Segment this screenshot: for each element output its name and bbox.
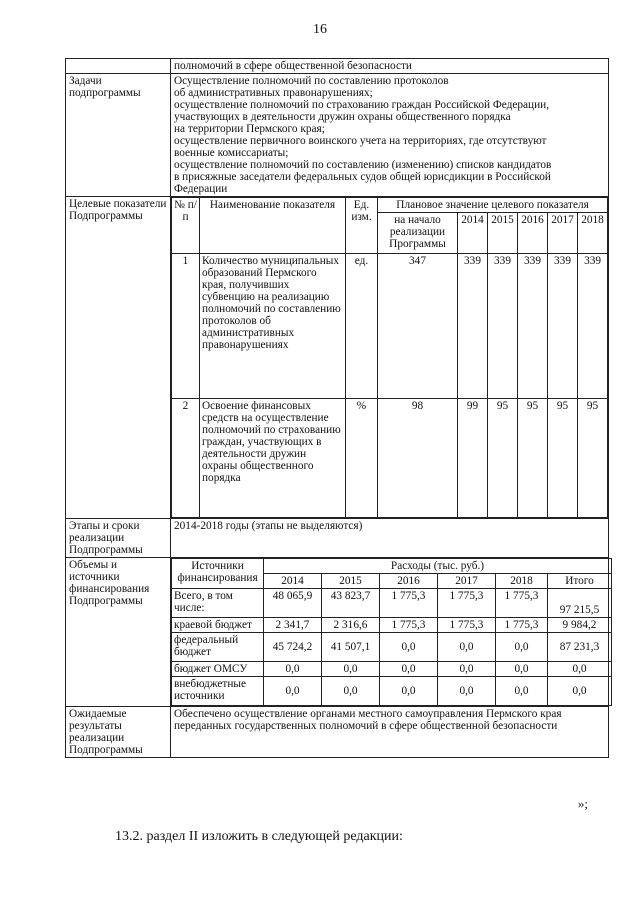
tasks-line: об административных правонарушениях; (174, 87, 373, 99)
finance-data-row (172, 618, 612, 633)
finance-value: 1 775,3 (438, 618, 496, 633)
passport-table (65, 58, 609, 758)
target-value: 95 (548, 399, 578, 518)
finance-value: 0,0 (438, 633, 496, 662)
target-value: 339 (458, 254, 488, 399)
targets-header-row (172, 198, 608, 213)
finance-total: 0,0 (548, 662, 612, 677)
target-num: 2 (172, 399, 200, 518)
header-start: на начало реализации Программы (378, 213, 458, 254)
target-name: Количество муниципальных образований Пермского края, получивших субвенцию на реализацию полномочий по составлению протоколов об административных правонарушениях (200, 254, 346, 399)
header-expenses: Расходы (тыс. руб.) (264, 559, 612, 574)
passport-table-container (65, 58, 609, 758)
tasks-line: на территории Пермского края; (174, 123, 325, 135)
tasks-line: осуществление полномочий по составлению (изменению) списков кандидатов (174, 159, 552, 171)
tasks-line: военные комиссариаты; (174, 147, 289, 159)
finance-value: 0,0 (322, 677, 380, 706)
finance-value: 0,0 (264, 677, 322, 706)
finance-value: 0,0 (496, 677, 548, 706)
target-value: 99 (458, 399, 488, 518)
results-text: Обеспечено осуществление органами местного самоуправления Пермского края переданных государственных полномочий в сфере общественной безопасности (171, 707, 609, 758)
finance-value: 45 724,2 (264, 633, 322, 662)
finance-value: 2 341,7 (264, 618, 322, 633)
stages-text: 2014-2018 годы (этапы не выделяются) (171, 519, 609, 558)
target-value: 95 (488, 399, 518, 518)
finance-data-row (172, 633, 612, 662)
finance-value: 0,0 (322, 662, 380, 677)
finance-total: 87 231,3 (548, 633, 612, 662)
target-value: 339 (488, 254, 518, 399)
finance-value: 41 507,1 (322, 633, 380, 662)
stages-row (66, 519, 609, 558)
target-value: 339 (578, 254, 608, 399)
finance-source: Всего, в том числе: (172, 589, 264, 618)
finance-value: 1 775,3 (438, 589, 496, 618)
header-year: 2018 (496, 574, 548, 589)
header-total: Итого (548, 574, 612, 589)
header-year: 2014 (264, 574, 322, 589)
header-num: № п/п (172, 198, 200, 254)
finance-source: федеральный бюджет (172, 633, 264, 662)
target-name: Освоение финансовых средств на осуществление полномочий по страхованию граждан, участвующих в деятельности дружин охраны общественного порядка (200, 399, 346, 518)
tasks-text (171, 74, 609, 197)
finance-value: 0,0 (380, 633, 438, 662)
results-row (66, 707, 609, 758)
finance-value: 0,0 (264, 662, 322, 677)
target-num: 1 (172, 254, 200, 399)
target-value: 339 (518, 254, 548, 399)
target-value: 339 (548, 254, 578, 399)
header-plan: Плановое значение целевого показателя (378, 198, 608, 213)
finance-value: 1 775,3 (496, 618, 548, 633)
results-label: Ожидаемые результаты реализации Подпрограммы (66, 707, 171, 758)
targets-row (66, 197, 609, 519)
target-row (172, 254, 608, 399)
closing-quote: »; (577, 796, 588, 811)
finance-value: 0,0 (380, 677, 438, 706)
header-source: Источники финансирования (172, 559, 264, 589)
stages-label: Этапы и сроки реализации Подпрограммы (66, 519, 171, 558)
page-number: 16 (313, 22, 327, 37)
target-value: 95 (578, 399, 608, 518)
finance-source: бюджет ОМСУ (172, 662, 264, 677)
targets-label: Целевые показатели Подпрограммы (66, 197, 171, 519)
target-row (172, 399, 608, 518)
finance-table (171, 558, 612, 706)
header-year: 2017 (438, 574, 496, 589)
header-name: Наименование показателя (200, 198, 346, 254)
header-year: 2014 (458, 213, 488, 254)
finance-value: 1 775,3 (380, 618, 438, 633)
continuation-text: полномочий в сфере общественной безопасности (171, 59, 609, 74)
finance-value: 0,0 (496, 662, 548, 677)
header-year: 2016 (380, 574, 438, 589)
header-year: 2017 (548, 213, 578, 254)
target-unit: % (346, 399, 378, 518)
tasks-line: участвующих в деятельности дружин охраны общественного порядка (174, 111, 511, 123)
target-start: 98 (378, 399, 458, 518)
header-unit: Ед. изм. (346, 198, 378, 254)
finance-value: 48 065,9 (264, 589, 322, 618)
finance-value: 2 316,6 (322, 618, 380, 633)
tasks-label: Задачи подпрограммы (66, 74, 171, 197)
tasks-row (66, 74, 609, 197)
finance-header-row (172, 559, 612, 574)
finance-row (66, 558, 609, 707)
header-year: 2018 (578, 213, 608, 254)
finance-value: 0,0 (496, 633, 548, 662)
amendment-paragraph: 13.2. раздел II изложить в следующей редакции: (115, 829, 403, 844)
finance-value: 0,0 (438, 662, 496, 677)
finance-source: внебюджетные источники (172, 677, 264, 706)
tasks-line: в присяжные заседатели федеральных судов общей юрисдикции в Российской (174, 171, 551, 183)
finance-source: краевой бюджет (172, 618, 264, 633)
finance-label: Объемы и источники финансирования Подпрограммы (66, 558, 171, 707)
finance-data-row (172, 589, 612, 618)
finance-data-row (172, 662, 612, 677)
targets-table (171, 197, 608, 518)
continuation-row (66, 59, 609, 74)
finance-value: 1 775,3 (496, 589, 548, 618)
tasks-line: Осуществление полномочий по составлению протоколов (174, 75, 449, 87)
target-unit: ед. (346, 254, 378, 399)
finance-total: 9 984,2 (548, 618, 612, 633)
tasks-line: осуществление полномочий по страхованию граждан Российской Федерации, (174, 99, 550, 111)
header-year: 2015 (322, 574, 380, 589)
finance-value: 0,0 (380, 662, 438, 677)
finance-data-row (172, 677, 612, 706)
finance-value: 1 775,3 (380, 589, 438, 618)
target-start: 347 (378, 254, 458, 399)
finance-value: 0,0 (438, 677, 496, 706)
header-year: 2015 (488, 213, 518, 254)
tasks-line: осуществление первичного воинского учета на территориях, где отсутствуют (174, 135, 547, 147)
finance-total: 0,0 (548, 677, 612, 706)
target-value: 95 (518, 399, 548, 518)
finance-total: 97 215,5 (548, 589, 612, 618)
header-year: 2016 (518, 213, 548, 254)
finance-value: 43 823,7 (322, 589, 380, 618)
tasks-line: Федерации (174, 183, 228, 195)
